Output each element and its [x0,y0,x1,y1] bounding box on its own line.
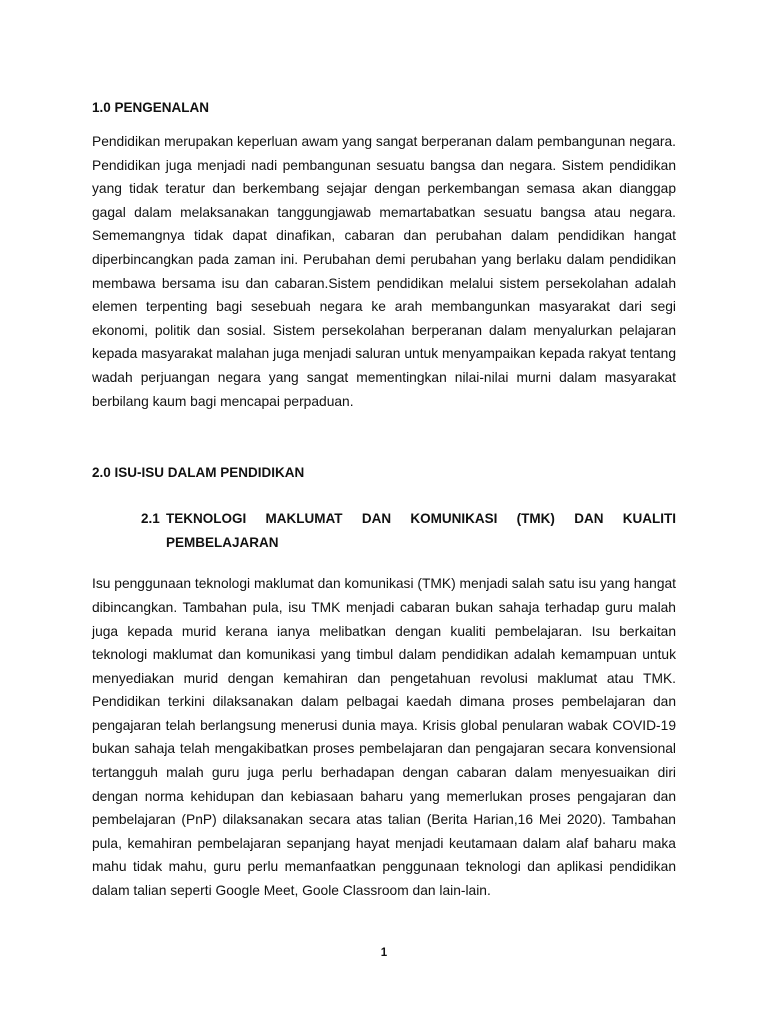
subsection-title-line2: PEMBELAJARAN [166,534,279,550]
subsection-title [162,507,676,554]
paragraph-tmk: Isu penggunaan teknologi maklumat dan komunikasi (TMK) menjadi salah satu isu yang hangat dibincangkan. Tambahan pula, isu TMK menjadi cabaran bukan sahaja terhadap guru malah juga kepada murid kerana ianya melibatkan dengan kualiti pembelajaran. Isu berkaitan teknologi maklumat dan komunikasi yang timbul dalam pendidikan adalah kemampuan untuk menyediakan murid dengan kemahiran dan pengetahuan revolusi maklumat atau TMK. Pendidikan terkini dilaksanakan dalam pelbagai kaedah dimana proses pembelajaran dan pengajaran telah berlangsung menerusi dunia maya. Krisis global penularan wabak COVID-19 bukan sahaja telah mengakibatkan proses pembelajaran dan pengajaran secara konvensional tertangguh malah guru juga perlu berhadapan dengan cabaran dalam menyesuaikan diri dengan norma kehidupan dan kebiasaan baharu yang memerlukan proses pengajaran dan pembelajaran (PnP) dilaksanakan secara atas talian (Berita Harian,16 Mei 2020). Tambahan pula, kemahiran pembelajaran sepanjang hayat menjadi keutamaan dalam alaf baharu maka mahu tidak mahu, guru perlu memanfaatkan penggunaan teknologi dan aplikasi pendidikan dalam talian seperti Google Meet, Goole Classroom dan lain-lain. [92,576,676,899]
subsection-title-line1: TEKNOLOGI MAKLUMAT DAN KOMUNIKASI (TMK) DAN KUALITI [166,511,676,527]
page-number: 1 [380,947,388,959]
subsection-heading-tmk [141,507,676,554]
section-heading-isu-isu: 2.0 ISU-ISU DALAM PENDIDIKAN [92,465,305,481]
subsection-number: 2.1 [141,511,160,527]
section-heading-pengenalan: 1.0 PENGENALAN [92,100,210,115]
paragraph-pengenalan: Pendidikan merupakan keperluan awam yang sangat berperanan dalam pembangunan negara. Pendidikan juga menjadi nadi pembangunan sesuatu bangsa dan negara. Sistem pendidikan yang tidak teratur dan berkembang sejajar dengan perkembangan semasa akan dianggap gagal dalam melaksanakan tanggungjawab memartabatkan sesuatu bangsa atau negara. Sememangnya tidak dapat dinafikan, cabaran dan perubahan dalam pendidikan hangat diperbincangkan pada zaman ini. Perubahan demi perubahan yang berlaku dalam pendidikan membawa bersama isu dan cabaran.Sistem pendidikan melalui sistem persekolahan adalah elemen terpenting bagi sesebuah negara ke arah membangunkan masyarakat dari segi ekonomi, politik dan sosial. Sistem persekolahan berperanan dalam menyalurkan pelajaran kepada masyarakat malahan juga menjadi saluran untuk menyampaikan kepada rakyat tentang wadah perjuangan negara yang sangat mementingkan nilai-nilai murni dalam masyarakat berbilang kaum bagi mencapai perpaduan. [92,134,676,409]
page-content [92,98,676,903]
